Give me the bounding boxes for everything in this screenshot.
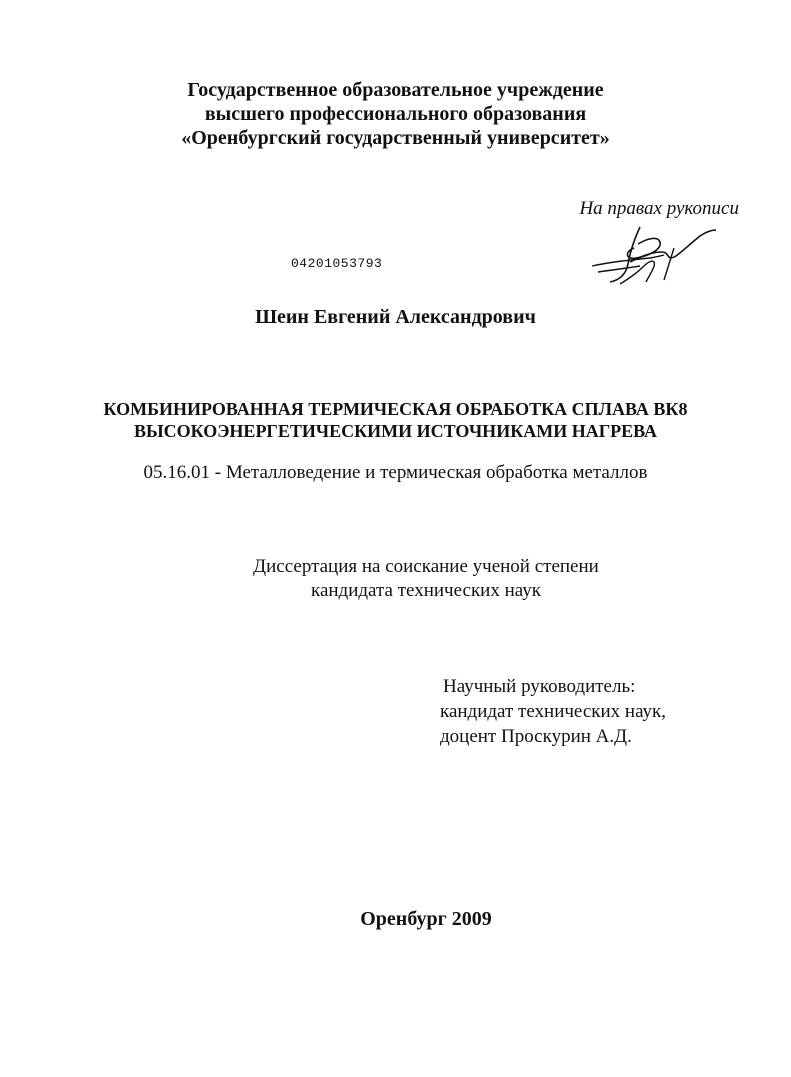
degree-line-2: кандидата технических наук — [311, 580, 541, 601]
institution-line-2: высшего профессионального образования — [204, 103, 587, 125]
thesis-title-line-2: ВЫСОКОЭНЕРГЕТИЧЕСКИМИ ИСТОЧНИКАМИ НАГРЕВА — [133, 421, 658, 441]
manuscript-rights-note: На правах рукописи — [579, 198, 739, 219]
institution-line-1: Государственное образовательное учреждение — [187, 79, 604, 101]
institution-line-3: «Оренбургский государственный университет» — [181, 127, 610, 149]
specialty-code: 05.16.01 - Металловедение и термическая обработка металлов — [143, 462, 648, 483]
author-name: Шеин Евгений Александрович — [255, 306, 536, 328]
institution-header — [0, 78, 791, 150]
thesis-title — [0, 398, 791, 442]
thesis-title-line-1: КОМБИНИРОВАННАЯ ТЕРМИЧЕСКАЯ ОБРАБОТКА СПЛАВА ВК8 — [103, 399, 688, 419]
advisor-name: доцент Проскурин А.Д. — [440, 726, 632, 747]
handwritten-signature — [590, 222, 720, 292]
archive-stamp-number: 04201053793 — [291, 256, 383, 271]
advisor-label: Научный руководитель: — [443, 676, 636, 697]
advisor-title: кандидат технических наук, — [440, 701, 667, 722]
degree-statement — [0, 555, 791, 603]
place-and-year: Оренбург 2009 — [360, 908, 492, 930]
scientific-advisor — [440, 674, 666, 749]
degree-line-1: Диссертация на соискание ученой степени — [253, 556, 599, 577]
